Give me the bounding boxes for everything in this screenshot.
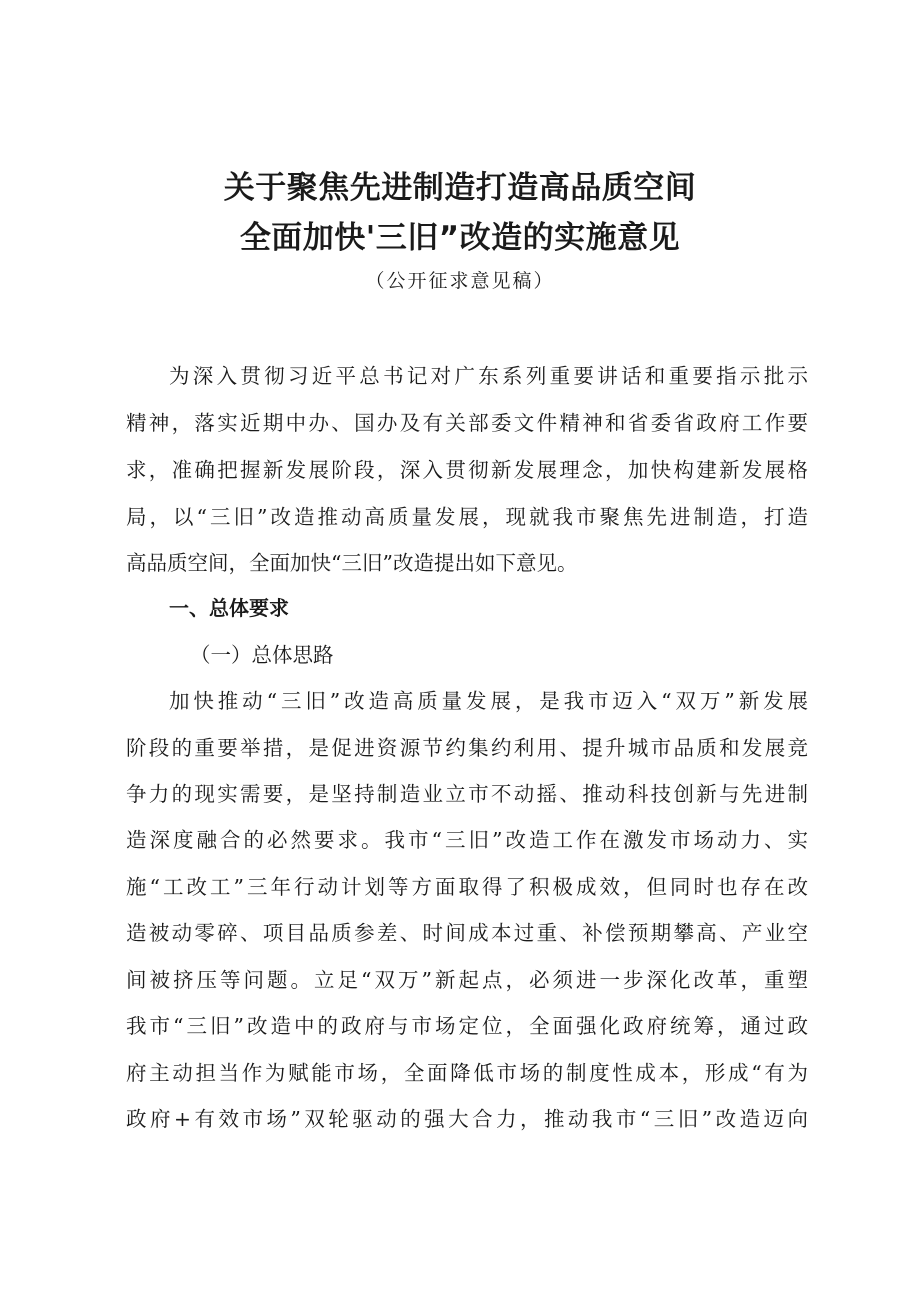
paragraph-line: 造被动零碎、项目品质参差、时间成本过重、补偿预期攀高、产业空 xyxy=(126,921,808,945)
paragraph-line: 争力的现实需要，是坚持制造业立市不动摇、推动科技创新与先进制 xyxy=(126,782,808,806)
paragraph-line: 高品质空间，全面加快“三旧”改造提出如下意见。 xyxy=(126,551,578,575)
document-subtitle: （公开征求意见稿） xyxy=(365,270,555,292)
paragraph-line: 政府+有效市场”双轮驱动的强大合力，推动我市“三旧”改造迈向 xyxy=(126,1107,808,1131)
paragraph-line: 间被挤压等问题。立足“双万”新起点，必须进一步深化改革，重塑 xyxy=(126,968,808,992)
paragraph-line: 阶段的重要举措，是促进资源节约集约利用、提升城市品质和发展竞 xyxy=(126,736,808,760)
paragraph-line: 求，准确把握新发展阶段，深入贯彻新发展理念，加快构建新发展格 xyxy=(126,458,808,482)
paragraph-line: 为深入贯彻习近平总书记对广东系列重要讲话和重要指示批示 xyxy=(169,364,808,388)
paragraph-line: 加快推动“三旧”改造高质量发展，是我市迈入“双万”新发展 xyxy=(169,689,808,713)
document-title-line-2: 全面加快'三旧”改造的实施意见 xyxy=(239,220,681,256)
section-heading: 一、总体要求 xyxy=(169,596,289,620)
document-title-line-1: 关于聚焦先进制造打造高品质空间 xyxy=(223,170,697,206)
paragraph-line: 施“工改工”三年行动计划等方面取得了积极成效，但同时也存在改 xyxy=(126,875,808,899)
paragraph-line: 精神，落实近期中办、国办及有关部委文件精神和省委省政府工作要 xyxy=(126,411,808,435)
subsection-heading: （一）总体思路 xyxy=(190,643,334,667)
paragraph-line: 府主动担当作为赋能市场，全面降低市场的制度性成本，形成“有为 xyxy=(126,1061,808,1085)
paragraph-line: 局，以“三旧”改造推动高质量发展，现就我市聚焦先进制造，打造 xyxy=(126,505,808,529)
paragraph-line: 造深度融合的必然要求。我市“三旧”改造工作在激发市场动力、实 xyxy=(126,828,808,852)
paragraph-line: 我市“三旧”改造中的政府与市场定位，全面强化政府统筹，通过政 xyxy=(126,1014,808,1038)
